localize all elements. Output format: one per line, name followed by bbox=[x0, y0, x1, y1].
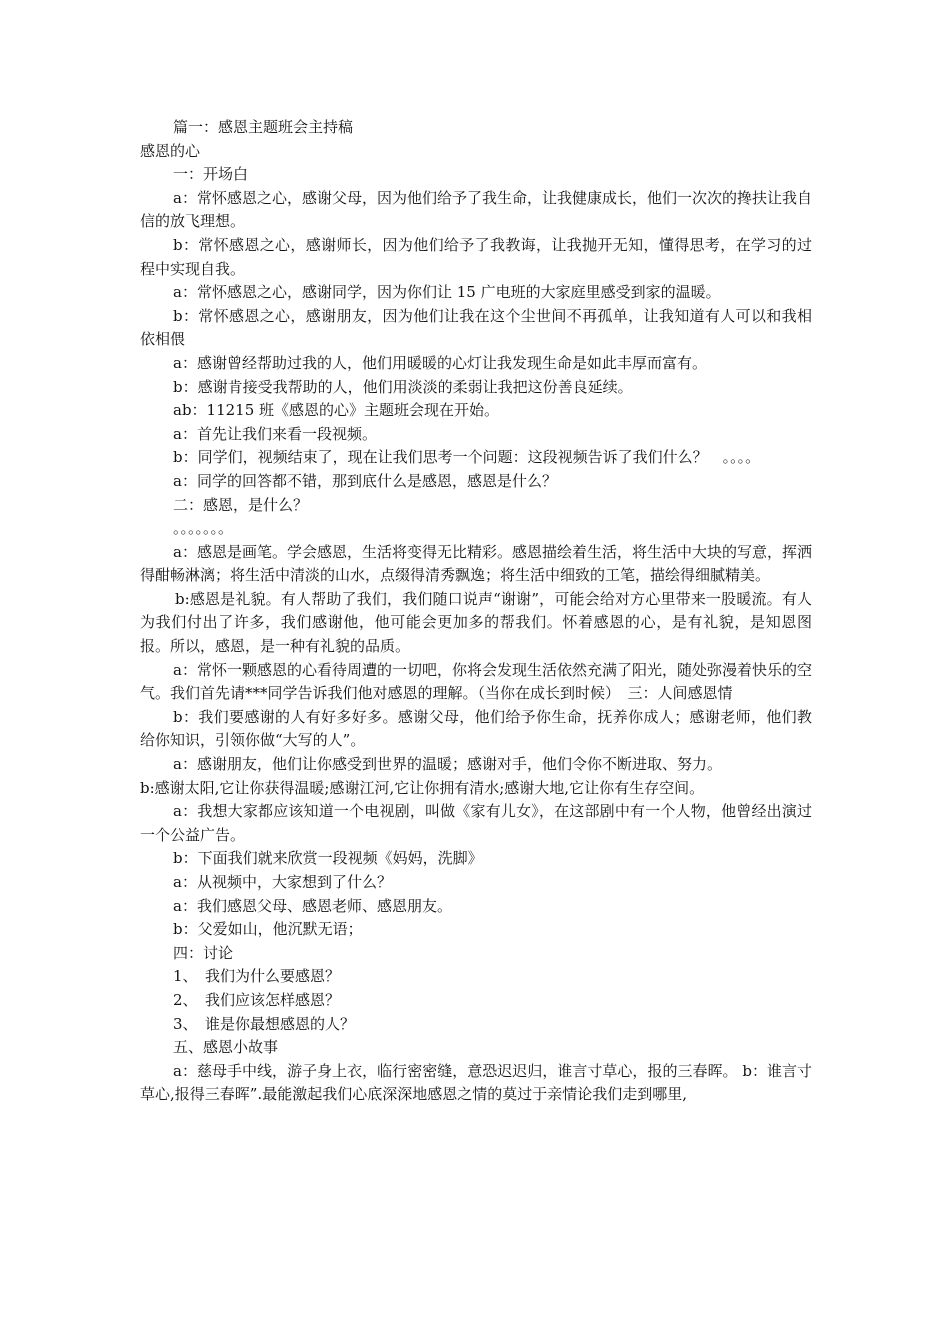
paragraph: a：同学的回答都不错，那到底什么是感恩，感恩是什么？ bbox=[173, 471, 557, 490]
section-heading: 四：讨论 bbox=[173, 943, 234, 962]
paragraph: 一：开场白 bbox=[173, 165, 249, 184]
document-body bbox=[140, 116, 812, 1107]
document-subtitle: 感恩的心 bbox=[140, 141, 201, 160]
paragraph: a：慈母手中线，游子身上衣，临行密密缝，意恐迟迟归，谁言寸草心，报的三春晖。 b：谁言寸草心,报得三春晖”.最能激起我们心底深深地感恩之情的莫过于亲情论我们走到哪里, bbox=[140, 1061, 812, 1104]
paragraph: b：父爱如山，他沉默无语； bbox=[173, 920, 363, 939]
list-item: 3、 谁是你最想感恩的人？ bbox=[173, 1014, 356, 1033]
paragraph: a：感恩是画笔。学会感恩，生活将变得无比精彩。感恩描绘着生活，将生活中大块的写意，挥洒得酣畅淋漓；将生活中清淡的山水，点缀得清秀飘逸；将生活中细致的工笔，描绘得细腻精美。 bbox=[140, 542, 812, 585]
paragraph: 。。。。。。。 bbox=[173, 519, 234, 538]
paragraph: a：我们感恩父母、感恩老师、感恩朋友。 bbox=[173, 896, 452, 915]
list-item: 2、 我们应该怎样感恩？ bbox=[173, 990, 341, 1009]
list-item: 1、 我们为什么要感恩？ bbox=[173, 967, 341, 986]
paragraph: ab：11215 班《感恩的心》主题班会现在开始。 bbox=[173, 401, 500, 420]
paragraph: a：感谢朋友，他们让你感受到世界的温暖；感谢对手，他们令你不断进取、努力。 bbox=[173, 755, 722, 774]
section-heading: 五、感恩小故事 bbox=[173, 1038, 279, 1057]
paragraph: b：同学们，视频结束了，现在让我们思考一个问题：这段视频告诉了我们什么？ 。。。。 bbox=[173, 448, 761, 467]
paragraph: a：常怀感恩之心，感谢同学，因为你们让 15 广电班的大家庭里感受到家的温暖。 bbox=[173, 283, 721, 302]
paragraph: b：常怀感恩之心，感谢师长，因为他们给予了我教诲，让我抛开无知，懂得思考，在学习的过程中实现自我。 bbox=[140, 235, 812, 278]
paragraph: b：常怀感恩之心，感谢朋友，因为他们让我在这个尘世间不再孤单，让我知道有人可以和我相依相偎 bbox=[140, 306, 812, 349]
paragraph: a：我想大家都应该知道一个电视剧，叫做《家有儿女》，在这部剧中有一个人物，他曾经出演过一个公益广告。 bbox=[140, 802, 812, 844]
paragraph: b：感谢肯接受我帮助的人，他们用淡淡的柔弱让我把这份善良延续。 bbox=[173, 377, 633, 396]
paragraph: b:感谢太阳,它让你获得温暖;感谢江河,它让你拥有清水;感谢大地,它让你有生存空间。 bbox=[140, 778, 705, 797]
paragraph: a：感谢曾经帮助过我的人，他们用暖暖的心灯让我发现生命是如此丰厚而富有。 bbox=[173, 353, 707, 372]
paragraph: a：常怀感恩之心，感谢父母，因为他们给予了我生命，让我健康成长，他们一次次的搀扶让我自信的放飞理想。 bbox=[140, 188, 812, 231]
paragraph: a：常怀一颗感恩的心看待周遭的一切吧，你将会发现生活依然充满了阳光，随处弥漫着快乐的空气。我们首先请***同学告诉我们他对感恩的理解。（当你在成长到时候） 三：人间感恩情 bbox=[140, 660, 812, 703]
document-heading: 篇一：感恩主题班会主持稿 bbox=[173, 118, 354, 136]
paragraph: b：下面我们就来欣赏一段视频《妈妈，洗脚》 bbox=[173, 849, 483, 868]
paragraph: a：首先让我们来看一段视频。 bbox=[173, 424, 377, 443]
paragraph: b：我们要感谢的人有好多好多。感谢父母，他们给予你生命，抚养你成人；感谢老师，他们教给你知识，引领你做“大写的人”。 bbox=[140, 707, 812, 750]
section-heading: 二：感恩，是什么？ bbox=[173, 495, 309, 514]
paragraph: a：从视频中，大家想到了什么？ bbox=[173, 873, 392, 891]
paragraph: b:感恩是礼貌。有人帮助了我们，我们随口说声“谢谢”，可能会给对方心里带来一股暖流。有人为我们付出了许多，我们感谢他，他可能会更加多的帮我们。怀着感恩的心，是有礼貌，是知恩图报。所以，感恩，是一种有礼貌的品质。 bbox=[140, 589, 812, 656]
